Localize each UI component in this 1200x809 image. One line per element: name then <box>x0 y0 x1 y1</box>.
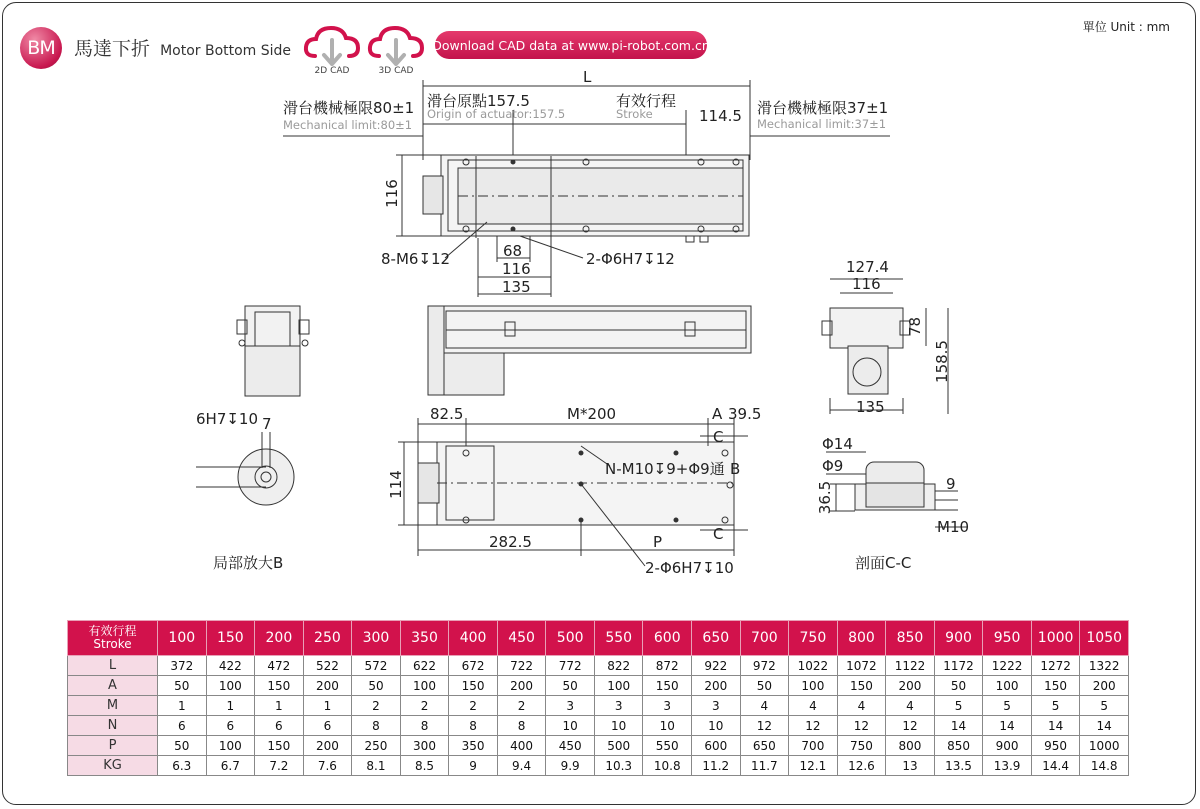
dim-116-height: 116 <box>382 179 401 208</box>
table-cell: 422 <box>206 656 255 676</box>
table-cell: 7.6 <box>303 756 352 776</box>
table-cell: 14 <box>1080 716 1129 736</box>
table-cell: 6 <box>158 716 207 736</box>
callout-8-m6: 8-M6↧12 <box>381 250 451 268</box>
table-row <box>68 756 1129 776</box>
table-cell: 472 <box>255 656 304 676</box>
dim-9: 9 <box>946 475 956 493</box>
dim-135: 135 <box>502 278 531 296</box>
stroke-value-header: 600 <box>643 621 692 656</box>
table-cell: 100 <box>206 676 255 696</box>
table-cell: 250 <box>352 736 401 756</box>
table-cell: 50 <box>546 676 595 696</box>
stroke-value-header: 550 <box>594 621 643 656</box>
dim-127-4: 127.4 <box>846 258 889 276</box>
stroke-value-header: 650 <box>692 621 741 656</box>
stroke-value-header: 800 <box>837 621 886 656</box>
table-cell: 10 <box>643 716 692 736</box>
table-cell: 1 <box>206 696 255 716</box>
table-cell: 150 <box>449 676 498 696</box>
table-cell: 600 <box>692 736 741 756</box>
table-cell: 1 <box>303 696 352 716</box>
table-cell: 10 <box>546 716 595 736</box>
table-cell: 200 <box>692 676 741 696</box>
table-cell: 2 <box>400 696 449 716</box>
table-cell: 1172 <box>934 656 983 676</box>
table-cell: 1 <box>158 696 207 716</box>
table-cell: 722 <box>497 656 546 676</box>
table-cell: 8 <box>449 716 498 736</box>
dim-116: 116 <box>502 260 531 278</box>
table-cell: 922 <box>692 656 741 676</box>
table-cell: 400 <box>497 736 546 756</box>
stroke-label-en: Stroke <box>616 107 653 121</box>
dim-282-5: 282.5 <box>489 533 532 551</box>
table-cell: 150 <box>255 736 304 756</box>
stroke-value-header: 900 <box>934 621 983 656</box>
table-cell: 6 <box>303 716 352 736</box>
stroke-value-header: 100 <box>158 621 207 656</box>
row-label: M <box>68 696 158 716</box>
table-cell: 8.5 <box>400 756 449 776</box>
stroke-value-header: 350 <box>400 621 449 656</box>
table-cell: 150 <box>837 676 886 696</box>
mech-limit-left-en: Mechanical limit:80±1 <box>283 118 413 132</box>
table-cell: 5 <box>983 696 1032 716</box>
dim-114: 114 <box>386 470 405 499</box>
table-cell: 5 <box>1031 696 1080 716</box>
stroke-value-header: 1050 <box>1080 621 1129 656</box>
dim-116-end: 116 <box>852 275 881 293</box>
row-label: A <box>68 676 158 696</box>
detail-b-view <box>196 432 294 505</box>
table-cell: 200 <box>303 676 352 696</box>
table-cell: 11.2 <box>692 756 741 776</box>
stroke-value-header: 450 <box>497 621 546 656</box>
stroke-value-header: 150 <box>206 621 255 656</box>
table-cell: 10.3 <box>594 756 643 776</box>
table-cell: 622 <box>400 656 449 676</box>
stroke-value-header: 950 <box>983 621 1032 656</box>
table-cell: 572 <box>352 656 401 676</box>
table-cell: 972 <box>740 656 789 676</box>
row-label: KG <box>68 756 158 776</box>
dim-36-5: 36.5 <box>816 480 835 515</box>
table-cell: 14 <box>1031 716 1080 736</box>
title-en: Motor Bottom Side <box>160 43 292 59</box>
table-cell: 550 <box>643 736 692 756</box>
table-cell: 14.8 <box>1080 756 1129 776</box>
dim-L: L <box>583 68 592 86</box>
table-cell: 872 <box>643 656 692 676</box>
table-cell: 100 <box>983 676 1032 696</box>
dim-P: P <box>653 533 663 551</box>
table-cell: 12 <box>789 716 838 736</box>
table-cell: 13.9 <box>983 756 1032 776</box>
dim-39-5: 39.5 <box>728 405 762 423</box>
stroke-header <box>68 621 158 656</box>
table-cell: 50 <box>352 676 401 696</box>
table-cell: 3 <box>643 696 692 716</box>
table-cell: 772 <box>546 656 595 676</box>
table-header-row <box>68 621 1129 656</box>
dim-phi14: Φ14 <box>822 435 853 453</box>
table-cell: 12.1 <box>789 756 838 776</box>
table-cell: 672 <box>449 656 498 676</box>
table-cell: 13.5 <box>934 756 983 776</box>
dim-m10: M10 <box>937 518 970 536</box>
table-cell: 10.8 <box>643 756 692 776</box>
table-cell: 4 <box>837 696 886 716</box>
spec-table <box>67 620 1129 776</box>
table-cell: 700 <box>789 736 838 756</box>
table-row <box>68 736 1129 756</box>
callout-2-phi6-bottom: 2-Φ6H7↧10 <box>645 559 734 577</box>
dim-135-end: 135 <box>856 398 885 416</box>
table-cell: 12.6 <box>837 756 886 776</box>
row-label: L <box>68 656 158 676</box>
table-cell: 14 <box>934 716 983 736</box>
table-cell: 50 <box>934 676 983 696</box>
dim-82-5: 82.5 <box>430 405 464 423</box>
table-cell: 200 <box>303 736 352 756</box>
table-cell: 6.7 <box>206 756 255 776</box>
table-cell: 1000 <box>1080 736 1129 756</box>
section-c-top: C <box>713 428 724 446</box>
table-cell: 750 <box>837 736 886 756</box>
table-cell: 450 <box>546 736 595 756</box>
table-cell: 100 <box>206 736 255 756</box>
dim-M200: M*200 <box>567 405 617 423</box>
table-cell: 3 <box>546 696 595 716</box>
detail-hole-label: 6H7↧10 <box>196 410 259 428</box>
table-cell: 150 <box>643 676 692 696</box>
table-cell: 8 <box>497 716 546 736</box>
origin-label: 滑台原點157.5 <box>427 92 530 110</box>
dim-phi9: Φ9 <box>822 457 844 475</box>
table-cell: 11.7 <box>740 756 789 776</box>
dim-A: A <box>712 405 723 423</box>
stroke-value-header: 200 <box>255 621 304 656</box>
dim-78: 78 <box>906 316 925 337</box>
mech-limit-left: 滑台機械極限80±1 <box>283 99 415 117</box>
table-cell: 2 <box>352 696 401 716</box>
right-end-view <box>822 275 951 414</box>
table-cell: 1072 <box>837 656 886 676</box>
table-cell: 9.9 <box>546 756 595 776</box>
table-cell: 150 <box>255 676 304 696</box>
table-cell: 6 <box>206 716 255 736</box>
table-row <box>68 676 1129 696</box>
table-cell: 850 <box>934 736 983 756</box>
bm-badge: BM <box>20 27 62 69</box>
table-cell: 50 <box>158 676 207 696</box>
table-cell: 8.1 <box>352 756 401 776</box>
table-cell: 1222 <box>983 656 1032 676</box>
table-cell: 200 <box>886 676 935 696</box>
stroke-value-header: 850 <box>886 621 935 656</box>
table-cell: 50 <box>158 736 207 756</box>
stroke-value-header: 500 <box>546 621 595 656</box>
table-cell: 1122 <box>886 656 935 676</box>
table-cell: 9.4 <box>497 756 546 776</box>
table-cell: 4 <box>886 696 935 716</box>
table-cell: 13 <box>886 756 935 776</box>
cad-2d-label: 2D CAD <box>314 66 350 76</box>
dim-68: 68 <box>503 242 523 260</box>
table-cell: 1022 <box>789 656 838 676</box>
table-cell: 100 <box>594 676 643 696</box>
title-zh: 馬達下折 <box>74 38 151 60</box>
detail-b-marker: B <box>730 460 741 478</box>
table-cell: 1 <box>255 696 304 716</box>
stroke-label: 有效行程 <box>616 92 677 110</box>
section-cc-caption: 剖面C-C <box>855 554 912 572</box>
stroke-value-header: 700 <box>740 621 789 656</box>
table-cell: 300 <box>400 736 449 756</box>
table-cell: 6.3 <box>158 756 207 776</box>
table-cell: 9 <box>449 756 498 776</box>
table-cell: 8 <box>400 716 449 736</box>
download-cad-link[interactable]: Download CAD data at www.pi-robot.com.cn <box>435 31 707 59</box>
table-cell: 12 <box>886 716 935 736</box>
table-cell: 350 <box>449 736 498 756</box>
table-cell: 5 <box>934 696 983 716</box>
table-cell: 12 <box>837 716 886 736</box>
table-cell: 2 <box>449 696 498 716</box>
table-cell: 500 <box>594 736 643 756</box>
stroke-value-header: 1000 <box>1031 621 1080 656</box>
table-row <box>68 716 1129 736</box>
table-cell: 8 <box>352 716 401 736</box>
table-cell: 4 <box>789 696 838 716</box>
table-cell: 200 <box>1080 676 1129 696</box>
mech-limit-right-en: Mechanical limit:37±1 <box>757 117 887 131</box>
table-cell: 6 <box>255 716 304 736</box>
stroke-value-header: 250 <box>303 621 352 656</box>
side-view <box>428 306 751 395</box>
table-cell: 2 <box>497 696 546 716</box>
table-cell: 100 <box>789 676 838 696</box>
stroke-value-header: 750 <box>789 621 838 656</box>
callout-n-m10: N-M10↧9+Φ9通 <box>605 460 725 478</box>
table-cell: 50 <box>740 676 789 696</box>
table-cell: 200 <box>497 676 546 696</box>
table-cell: 372 <box>158 656 207 676</box>
callout-2-phi6-top: 2-Φ6H7↧12 <box>586 250 675 268</box>
stroke-value-header: 300 <box>352 621 401 656</box>
table-cell: 5 <box>1080 696 1129 716</box>
mech-limit-right: 滑台機械極限37±1 <box>757 99 889 117</box>
table-cell: 900 <box>983 736 1032 756</box>
detail-dim-7: 7 <box>262 415 272 433</box>
table-cell: 522 <box>303 656 352 676</box>
table-cell: 10 <box>692 716 741 736</box>
table-cell: 650 <box>740 736 789 756</box>
table-cell: 3 <box>692 696 741 716</box>
table-cell: 12 <box>740 716 789 736</box>
table-cell: 10 <box>594 716 643 736</box>
table-cell: 150 <box>1031 676 1080 696</box>
table-row <box>68 656 1129 676</box>
table-cell: 822 <box>594 656 643 676</box>
stroke-header-en: Stroke <box>93 637 132 651</box>
section-c-bottom: C <box>713 525 724 543</box>
cad-3d-label: 3D CAD <box>378 66 414 76</box>
table-cell: 800 <box>886 736 935 756</box>
stroke-header-zh: 有效行程 <box>88 624 137 638</box>
table-cell: 7.2 <box>255 756 304 776</box>
table-cell: 950 <box>1031 736 1080 756</box>
dim-114-5: 114.5 <box>699 107 742 125</box>
table-row <box>68 696 1129 716</box>
unit-label: 單位 Unit : mm <box>1082 20 1170 34</box>
left-end-view <box>237 306 309 396</box>
origin-label-en: Origin of actuator:157.5 <box>427 107 566 121</box>
table-cell: 4 <box>740 696 789 716</box>
bottom-view <box>398 418 748 566</box>
table-cell: 100 <box>400 676 449 696</box>
stroke-value-header: 400 <box>449 621 498 656</box>
table-cell: 14 <box>983 716 1032 736</box>
table-cell: 14.4 <box>1031 756 1080 776</box>
table-cell: 1272 <box>1031 656 1080 676</box>
row-label: N <box>68 716 158 736</box>
table-cell: 3 <box>594 696 643 716</box>
row-label: P <box>68 736 158 756</box>
detail-b-caption: 局部放大B <box>213 554 284 572</box>
table-cell: 1322 <box>1080 656 1129 676</box>
dim-158-5: 158.5 <box>932 340 951 383</box>
